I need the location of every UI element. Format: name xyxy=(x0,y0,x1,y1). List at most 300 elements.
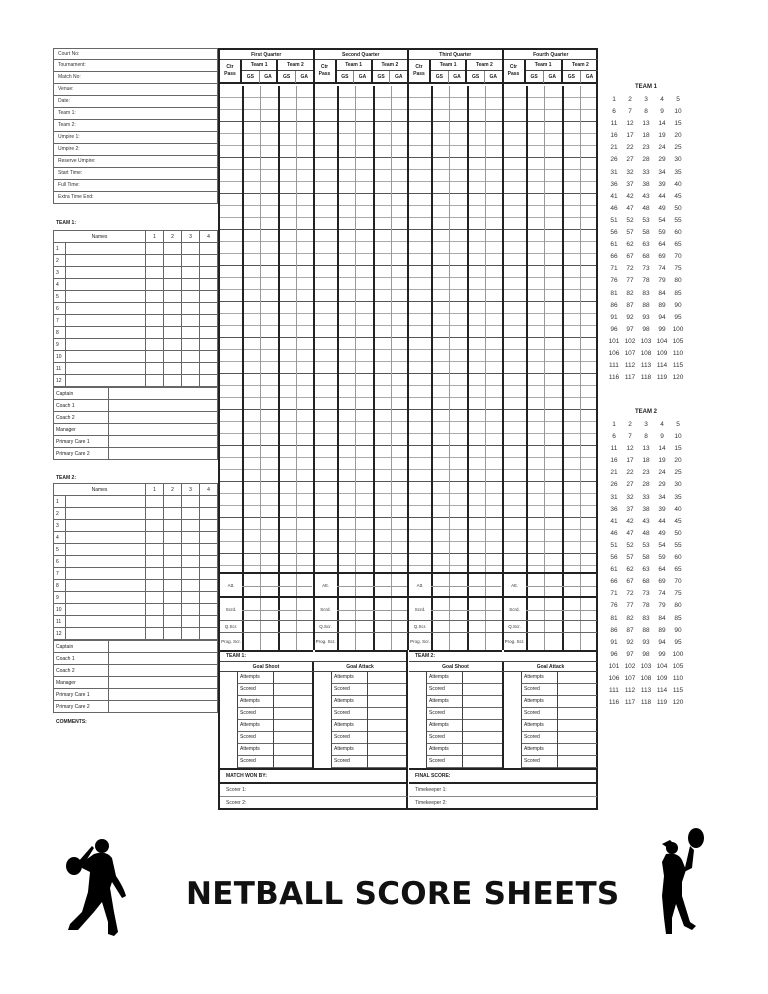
goal-stat-field[interactable] xyxy=(558,696,597,708)
player-name-field[interactable] xyxy=(66,616,146,628)
quarter-position-cell[interactable] xyxy=(146,327,164,339)
score-number[interactable]: 42 xyxy=(626,517,634,525)
score-number[interactable]: 24 xyxy=(658,144,666,152)
score-number[interactable]: 8 xyxy=(644,433,648,441)
goal-stat-field[interactable] xyxy=(558,720,597,732)
quarter-position-cell[interactable] xyxy=(182,375,200,387)
score-number[interactable]: 27 xyxy=(626,156,634,164)
score-number[interactable]: 116 xyxy=(608,699,620,707)
score-number[interactable]: 36 xyxy=(610,505,618,513)
score-number[interactable]: 47 xyxy=(626,204,634,212)
score-number[interactable]: 83 xyxy=(642,614,650,622)
score-number[interactable]: 68 xyxy=(642,578,650,586)
score-number[interactable]: 88 xyxy=(642,301,650,309)
goal-stat-field[interactable] xyxy=(558,756,597,768)
score-number[interactable]: 61 xyxy=(610,566,618,574)
quarter-position-cell[interactable] xyxy=(164,339,182,351)
score-number[interactable]: 61 xyxy=(610,241,618,249)
quarter-position-cell[interactable] xyxy=(146,375,164,387)
score-number[interactable]: 85 xyxy=(674,289,682,297)
score-number[interactable]: 55 xyxy=(674,541,682,549)
quarter-position-cell[interactable] xyxy=(182,267,200,279)
player-name-field[interactable] xyxy=(66,508,146,520)
score-number[interactable]: 60 xyxy=(674,554,682,562)
score-number[interactable]: 92 xyxy=(626,313,634,321)
quarter-position-cell[interactable] xyxy=(200,339,218,351)
score-number[interactable]: 82 xyxy=(626,614,634,622)
score-number[interactable]: 57 xyxy=(626,229,634,237)
quarter-position-cell[interactable] xyxy=(200,291,218,303)
score-number[interactable]: 20 xyxy=(674,457,682,465)
score-number[interactable]: 9 xyxy=(660,433,664,441)
score-number[interactable]: 29 xyxy=(658,481,666,489)
goal-stat-field[interactable] xyxy=(463,708,502,720)
score-number[interactable]: 93 xyxy=(642,313,650,321)
score-number[interactable]: 98 xyxy=(642,650,650,658)
quarter-position-cell[interactable] xyxy=(146,580,164,592)
staff-name-field[interactable] xyxy=(109,653,218,665)
player-name-field[interactable] xyxy=(66,279,146,291)
score-number[interactable]: 80 xyxy=(674,277,682,285)
quarter-position-cell[interactable] xyxy=(164,496,182,508)
goal-stat-field[interactable] xyxy=(558,732,597,744)
score-number[interactable]: 108 xyxy=(640,674,652,682)
score-number[interactable]: 84 xyxy=(658,289,666,297)
score-number[interactable]: 12 xyxy=(626,120,634,128)
quarter-position-cell[interactable] xyxy=(182,568,200,580)
match-info-field[interactable]: Court No: xyxy=(53,48,218,60)
score-number[interactable]: 105 xyxy=(672,662,684,670)
score-number[interactable]: 16 xyxy=(610,132,618,140)
score-number[interactable]: 17 xyxy=(626,457,634,465)
score-number[interactable]: 94 xyxy=(658,313,666,321)
goal-stat-field[interactable] xyxy=(274,684,312,696)
quarter-position-cell[interactable] xyxy=(182,279,200,291)
quarter-position-cell[interactable] xyxy=(182,508,200,520)
quarter-position-cell[interactable] xyxy=(200,363,218,375)
score-number[interactable]: 44 xyxy=(658,517,666,525)
player-name-field[interactable] xyxy=(66,351,146,363)
quarter-position-cell[interactable] xyxy=(182,580,200,592)
score-number[interactable]: 69 xyxy=(658,578,666,586)
quarter-position-cell[interactable] xyxy=(146,568,164,580)
quarter-position-cell[interactable] xyxy=(164,604,182,616)
score-number[interactable]: 18 xyxy=(642,132,650,140)
player-name-field[interactable] xyxy=(66,496,146,508)
score-number[interactable]: 73 xyxy=(642,590,650,598)
quarter-position-cell[interactable] xyxy=(164,580,182,592)
score-number[interactable]: 52 xyxy=(626,541,634,549)
goal-stat-field[interactable] xyxy=(274,720,312,732)
match-info-field[interactable]: Tournament: xyxy=(53,60,218,72)
score-number[interactable]: 32 xyxy=(626,493,634,501)
score-number[interactable]: 22 xyxy=(626,469,634,477)
score-number[interactable]: 12 xyxy=(626,445,634,453)
quarter-position-cell[interactable] xyxy=(164,327,182,339)
score-number[interactable]: 6 xyxy=(612,433,616,441)
score-number[interactable]: 28 xyxy=(642,481,650,489)
quarter-position-cell[interactable] xyxy=(146,604,164,616)
quarter-position-cell[interactable] xyxy=(164,255,182,267)
score-number[interactable]: 117 xyxy=(624,699,636,707)
match-info-field[interactable]: Umpire 1: xyxy=(53,132,218,144)
score-number[interactable]: 97 xyxy=(626,325,634,333)
score-number[interactable]: 101 xyxy=(608,337,620,345)
score-number[interactable]: 100 xyxy=(672,650,684,658)
staff-name-field[interactable] xyxy=(109,436,218,448)
score-number[interactable]: 109 xyxy=(656,674,668,682)
score-number[interactable]: 1 xyxy=(612,421,616,428)
goal-stat-field[interactable] xyxy=(274,708,312,720)
quarter-position-cell[interactable] xyxy=(164,508,182,520)
quarter-position-cell[interactable] xyxy=(182,303,200,315)
score-number[interactable]: 37 xyxy=(626,505,634,513)
score-number[interactable]: 95 xyxy=(674,638,682,646)
quarter-position-cell[interactable] xyxy=(182,255,200,267)
quarter-position-cell[interactable] xyxy=(146,279,164,291)
quarter-position-cell[interactable] xyxy=(200,243,218,255)
score-number[interactable]: 69 xyxy=(658,253,666,261)
score-number[interactable]: 91 xyxy=(610,638,618,646)
score-number[interactable]: 2 xyxy=(628,421,632,428)
score-number[interactable]: 19 xyxy=(658,132,666,140)
score-number[interactable]: 96 xyxy=(610,325,618,333)
score-number[interactable]: 99 xyxy=(658,650,666,658)
score-number[interactable]: 102 xyxy=(624,337,636,345)
quarter-position-cell[interactable] xyxy=(146,532,164,544)
quarter-position-cell[interactable] xyxy=(146,255,164,267)
score-number[interactable]: 13 xyxy=(642,445,650,453)
score-number[interactable]: 104 xyxy=(656,337,668,345)
score-number[interactable]: 22 xyxy=(626,144,634,152)
goal-stat-field[interactable] xyxy=(558,684,597,696)
score-number[interactable]: 47 xyxy=(626,529,634,537)
score-number[interactable]: 76 xyxy=(610,277,618,285)
score-number[interactable]: 41 xyxy=(610,192,618,200)
score-number[interactable]: 118 xyxy=(640,699,652,707)
score-number[interactable]: 5 xyxy=(676,421,680,428)
score-number[interactable]: 79 xyxy=(658,277,666,285)
goal-stat-field[interactable] xyxy=(368,720,406,732)
score-number[interactable]: 37 xyxy=(626,180,634,188)
quarter-position-cell[interactable] xyxy=(146,628,164,640)
tally-rows[interactable] xyxy=(315,86,408,572)
score-number[interactable]: 10 xyxy=(674,433,682,441)
score-number[interactable]: 32 xyxy=(626,168,634,176)
score-number[interactable]: 5 xyxy=(676,96,680,103)
score-number[interactable]: 71 xyxy=(610,265,618,273)
player-name-field[interactable] xyxy=(66,556,146,568)
score-number[interactable]: 66 xyxy=(610,578,618,586)
score-number[interactable]: 96 xyxy=(610,650,618,658)
match-info-field[interactable]: Umpire 2: xyxy=(53,144,218,156)
score-number[interactable]: 62 xyxy=(626,241,634,249)
quarter-position-cell[interactable] xyxy=(182,315,200,327)
score-number[interactable]: 48 xyxy=(642,529,650,537)
match-info-field[interactable]: Venue: xyxy=(53,84,218,96)
score-number[interactable]: 86 xyxy=(610,626,618,634)
score-number[interactable]: 4 xyxy=(660,421,664,428)
player-name-field[interactable] xyxy=(66,255,146,267)
score-number[interactable]: 74 xyxy=(658,265,666,273)
tally-rows[interactable] xyxy=(220,86,313,572)
quarter-position-cell[interactable] xyxy=(164,363,182,375)
goal-stat-field[interactable] xyxy=(463,744,502,756)
player-name-field[interactable] xyxy=(66,291,146,303)
score-number[interactable]: 50 xyxy=(674,529,682,537)
quarter-position-cell[interactable] xyxy=(164,616,182,628)
score-number[interactable]: 33 xyxy=(642,493,650,501)
quarter-position-cell[interactable] xyxy=(200,315,218,327)
quarter-position-cell[interactable] xyxy=(182,243,200,255)
match-info-field[interactable]: Full Time: xyxy=(53,180,218,192)
score-number[interactable]: 88 xyxy=(642,626,650,634)
goal-stat-field[interactable] xyxy=(368,756,406,768)
score-number[interactable]: 89 xyxy=(658,301,666,309)
player-name-field[interactable] xyxy=(66,327,146,339)
score-number[interactable]: 8 xyxy=(644,108,648,116)
quarter-position-cell[interactable] xyxy=(164,375,182,387)
quarter-position-cell[interactable] xyxy=(164,303,182,315)
score-number[interactable]: 33 xyxy=(642,168,650,176)
score-number[interactable]: 38 xyxy=(642,505,650,513)
quarter-position-cell[interactable] xyxy=(146,267,164,279)
score-number[interactable]: 18 xyxy=(642,457,650,465)
score-number[interactable]: 38 xyxy=(642,180,650,188)
quarter-position-cell[interactable] xyxy=(200,556,218,568)
score-number[interactable]: 50 xyxy=(674,204,682,212)
quarter-position-cell[interactable] xyxy=(164,351,182,363)
quarter-position-cell[interactable] xyxy=(146,243,164,255)
quarter-position-cell[interactable] xyxy=(200,255,218,267)
score-number[interactable]: 11 xyxy=(610,120,618,128)
score-number[interactable]: 67 xyxy=(626,253,634,261)
score-number[interactable]: 107 xyxy=(624,349,636,357)
score-number[interactable]: 54 xyxy=(658,216,666,224)
quarter-position-cell[interactable] xyxy=(146,556,164,568)
score-number[interactable]: 13 xyxy=(642,120,650,128)
score-number[interactable]: 7 xyxy=(628,433,632,441)
score-number[interactable]: 114 xyxy=(656,362,668,370)
score-number[interactable]: 31 xyxy=(610,493,618,501)
quarter-position-cell[interactable] xyxy=(146,508,164,520)
score-number[interactable]: 21 xyxy=(610,469,618,477)
score-number[interactable]: 9 xyxy=(660,108,664,116)
score-number[interactable]: 10 xyxy=(674,108,682,116)
score-number[interactable]: 75 xyxy=(674,590,682,598)
goal-stat-field[interactable] xyxy=(368,732,406,744)
score-number[interactable]: 102 xyxy=(624,662,636,670)
score-number[interactable]: 120 xyxy=(672,699,684,707)
score-number[interactable]: 64 xyxy=(658,566,666,574)
score-number[interactable]: 83 xyxy=(642,289,650,297)
goal-stat-field[interactable] xyxy=(463,684,502,696)
score-number[interactable]: 63 xyxy=(642,566,650,574)
score-number[interactable]: 25 xyxy=(674,144,682,152)
quarter-position-cell[interactable] xyxy=(200,496,218,508)
goal-stat-field[interactable] xyxy=(274,696,312,708)
score-number[interactable]: 119 xyxy=(656,374,668,382)
score-number[interactable]: 115 xyxy=(672,362,684,370)
quarter-position-cell[interactable] xyxy=(200,351,218,363)
score-number[interactable]: 39 xyxy=(658,505,666,513)
score-number[interactable]: 11 xyxy=(610,445,618,453)
score-number[interactable]: 81 xyxy=(610,614,618,622)
quarter-position-cell[interactable] xyxy=(164,267,182,279)
player-name-field[interactable] xyxy=(66,375,146,387)
score-number[interactable]: 74 xyxy=(658,590,666,598)
player-name-field[interactable] xyxy=(66,303,146,315)
score-number[interactable]: 46 xyxy=(610,529,618,537)
score-number[interactable]: 77 xyxy=(626,602,634,610)
quarter-position-cell[interactable] xyxy=(146,315,164,327)
score-number[interactable]: 67 xyxy=(626,578,634,586)
staff-name-field[interactable] xyxy=(109,677,218,689)
score-number[interactable]: 36 xyxy=(610,180,618,188)
quarter-position-cell[interactable] xyxy=(164,628,182,640)
score-number[interactable]: 80 xyxy=(674,602,682,610)
score-number[interactable]: 24 xyxy=(658,469,666,477)
score-number[interactable]: 111 xyxy=(609,362,619,370)
score-number[interactable]: 103 xyxy=(640,337,652,345)
score-number[interactable]: 90 xyxy=(674,301,682,309)
score-number[interactable]: 3 xyxy=(644,96,648,103)
staff-name-field[interactable] xyxy=(109,641,218,653)
quarter-position-cell[interactable] xyxy=(146,592,164,604)
quarter-position-cell[interactable] xyxy=(164,279,182,291)
score-number[interactable]: 70 xyxy=(674,253,682,261)
goal-stat-field[interactable] xyxy=(274,744,312,756)
score-number[interactable]: 53 xyxy=(642,541,650,549)
score-number[interactable]: 114 xyxy=(656,687,668,695)
score-number[interactable]: 104 xyxy=(656,662,668,670)
score-number[interactable]: 46 xyxy=(610,204,618,212)
player-name-field[interactable] xyxy=(66,544,146,556)
score-number[interactable]: 103 xyxy=(640,662,652,670)
goal-stat-field[interactable] xyxy=(368,708,406,720)
goal-stat-field[interactable] xyxy=(463,720,502,732)
score-number[interactable]: 65 xyxy=(674,241,682,249)
score-number[interactable]: 20 xyxy=(674,132,682,140)
quarter-position-cell[interactable] xyxy=(182,544,200,556)
score-number[interactable]: 41 xyxy=(610,517,618,525)
score-number[interactable]: 23 xyxy=(642,144,650,152)
quarter-position-cell[interactable] xyxy=(200,279,218,291)
staff-name-field[interactable] xyxy=(109,689,218,701)
quarter-position-cell[interactable] xyxy=(146,339,164,351)
score-number[interactable]: 51 xyxy=(610,216,618,224)
quarter-position-cell[interactable] xyxy=(164,544,182,556)
score-number[interactable]: 56 xyxy=(610,554,618,562)
quarter-position-cell[interactable] xyxy=(182,339,200,351)
goal-stat-field[interactable] xyxy=(463,672,502,684)
score-number[interactable]: 70 xyxy=(674,578,682,586)
score-number[interactable]: 72 xyxy=(626,590,634,598)
goal-stat-field[interactable] xyxy=(463,756,502,768)
score-number[interactable]: 77 xyxy=(626,277,634,285)
quarter-position-cell[interactable] xyxy=(200,532,218,544)
match-info-field[interactable]: Date: xyxy=(53,96,218,108)
score-number[interactable]: 31 xyxy=(610,168,618,176)
score-number[interactable]: 106 xyxy=(608,674,620,682)
quarter-position-cell[interactable] xyxy=(200,568,218,580)
quarter-position-cell[interactable] xyxy=(200,604,218,616)
quarter-position-cell[interactable] xyxy=(200,508,218,520)
score-number[interactable]: 14 xyxy=(658,445,666,453)
score-number[interactable]: 3 xyxy=(644,421,648,428)
score-number[interactable]: 118 xyxy=(640,374,652,382)
score-number[interactable]: 100 xyxy=(672,325,684,333)
score-number[interactable]: 29 xyxy=(658,156,666,164)
match-info-field[interactable]: Extra Time End: xyxy=(53,192,218,204)
tally-rows[interactable] xyxy=(504,86,597,572)
score-number[interactable]: 99 xyxy=(658,325,666,333)
score-number[interactable]: 40 xyxy=(674,180,682,188)
goal-stat-field[interactable] xyxy=(463,696,502,708)
score-number[interactable]: 94 xyxy=(658,638,666,646)
score-number[interactable]: 56 xyxy=(610,229,618,237)
score-number[interactable]: 25 xyxy=(674,469,682,477)
quarter-position-cell[interactable] xyxy=(182,628,200,640)
quarter-position-cell[interactable] xyxy=(182,604,200,616)
score-number[interactable]: 87 xyxy=(626,626,634,634)
score-number[interactable]: 108 xyxy=(640,349,652,357)
score-number[interactable]: 71 xyxy=(610,590,618,598)
player-name-field[interactable] xyxy=(66,363,146,375)
signature-field[interactable]: Scorer 2: xyxy=(220,796,408,810)
score-number[interactable]: 15 xyxy=(674,445,682,453)
score-number[interactable]: 59 xyxy=(658,554,666,562)
score-number[interactable]: 109 xyxy=(656,349,668,357)
goal-stat-field[interactable] xyxy=(274,672,312,684)
player-name-field[interactable] xyxy=(66,315,146,327)
match-info-field[interactable]: Match No: xyxy=(53,72,218,84)
signature-field[interactable]: Timekeeper 1: xyxy=(409,782,597,796)
quarter-position-cell[interactable] xyxy=(146,363,164,375)
score-number[interactable]: 54 xyxy=(658,541,666,549)
score-number[interactable]: 73 xyxy=(642,265,650,273)
score-number[interactable]: 35 xyxy=(674,168,682,176)
score-number[interactable]: 82 xyxy=(626,289,634,297)
quarter-position-cell[interactable] xyxy=(182,351,200,363)
score-number[interactable]: 44 xyxy=(658,192,666,200)
quarter-position-cell[interactable] xyxy=(146,291,164,303)
score-number[interactable]: 19 xyxy=(658,457,666,465)
score-number[interactable]: 66 xyxy=(610,253,618,261)
player-name-field[interactable] xyxy=(66,580,146,592)
score-number[interactable]: 101 xyxy=(608,662,620,670)
staff-name-field[interactable] xyxy=(109,412,218,424)
quarter-position-cell[interactable] xyxy=(200,592,218,604)
score-number[interactable]: 112 xyxy=(624,362,636,370)
quarter-position-cell[interactable] xyxy=(200,544,218,556)
score-number[interactable]: 97 xyxy=(626,650,634,658)
score-number[interactable]: 53 xyxy=(642,216,650,224)
score-number[interactable]: 49 xyxy=(658,529,666,537)
score-number[interactable]: 4 xyxy=(660,96,664,103)
score-number[interactable]: 45 xyxy=(674,192,682,200)
quarter-position-cell[interactable] xyxy=(182,496,200,508)
quarter-position-cell[interactable] xyxy=(146,616,164,628)
score-number[interactable]: 98 xyxy=(642,325,650,333)
staff-name-field[interactable] xyxy=(109,701,218,713)
signature-field[interactable]: Timekeeper 2: xyxy=(409,796,597,810)
quarter-position-cell[interactable] xyxy=(200,616,218,628)
score-number[interactable]: 62 xyxy=(626,566,634,574)
score-number[interactable]: 26 xyxy=(610,481,618,489)
quarter-position-cell[interactable] xyxy=(182,592,200,604)
score-number[interactable]: 119 xyxy=(656,699,668,707)
